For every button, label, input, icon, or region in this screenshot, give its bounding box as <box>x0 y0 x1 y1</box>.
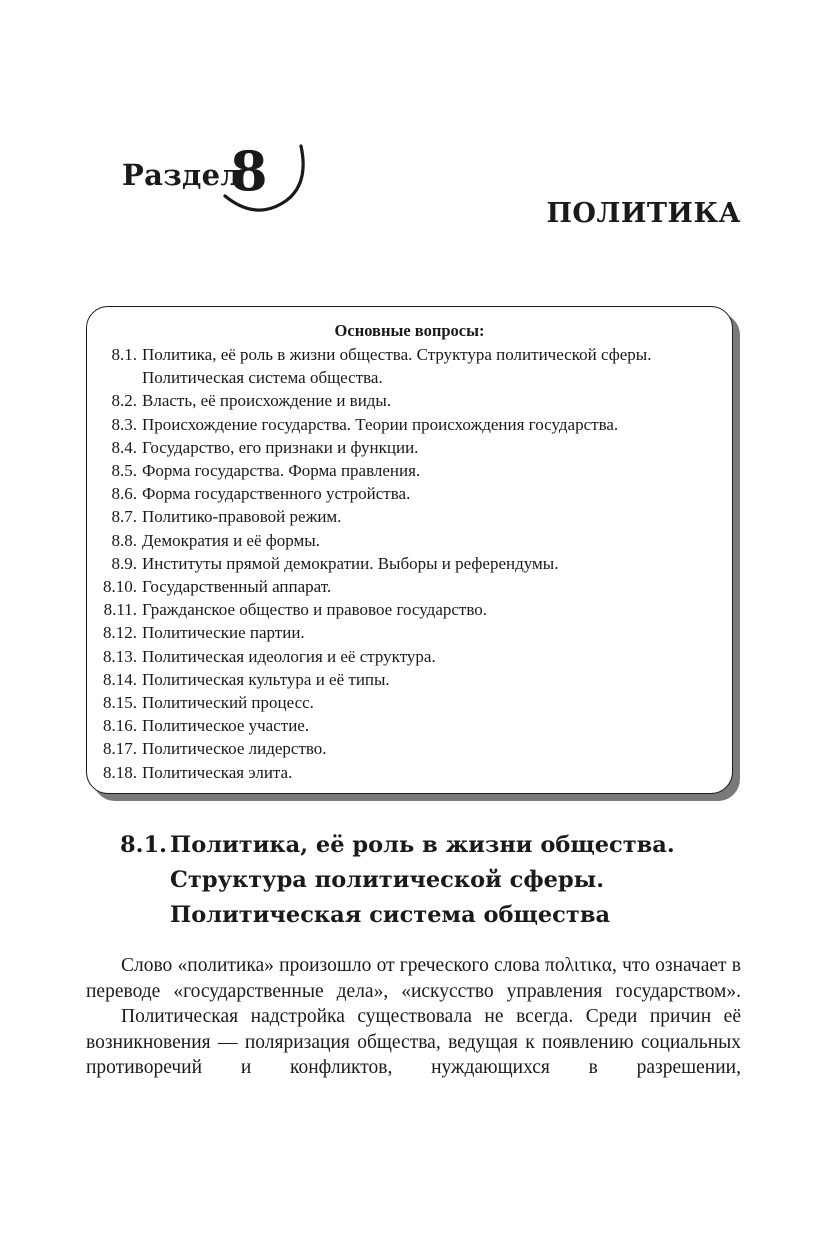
toc-item-number: 8.9. <box>111 553 137 573</box>
toc-item <box>87 529 732 552</box>
toc-item-number: 8.14. <box>103 669 137 689</box>
toc-item-number: 8.4. <box>111 437 137 457</box>
toc-item-text: Политическая элита. <box>142 762 293 782</box>
toc-item-text: Политическое участие. <box>142 716 310 736</box>
toc-item-number: 8.18. <box>103 762 137 782</box>
toc-box <box>86 306 733 794</box>
toc-item-text: Демократия и её формы. <box>142 530 320 550</box>
toc-item-number: 8.3. <box>111 414 137 434</box>
toc-item <box>87 459 732 482</box>
toc-item <box>87 761 732 784</box>
paragraph: Слово «политика» произошло от греческого слова πολιτικα, что означает в переводе «государственные дела», «искусство управления государством». <box>86 955 741 1002</box>
toc-item-text: Политические партии. <box>142 623 305 643</box>
toc-item-text: Политическая система общества. <box>142 368 383 388</box>
toc-list <box>87 343 732 784</box>
toc-item-text: Государственный аппарат. <box>142 577 332 597</box>
toc-item-text: Власть, её происхождение и виды. <box>142 391 392 411</box>
toc-item <box>87 505 732 528</box>
toc-item-number: 8.1. <box>111 345 137 364</box>
toc-item-number: 8.2. <box>111 391 137 411</box>
toc-item <box>87 389 732 412</box>
toc-item-text: Гражданское общество и правовое государство. <box>142 600 487 620</box>
subsection-title-text: Структура политической сферы. <box>170 867 605 893</box>
toc-item-number: 8.10. <box>103 577 137 597</box>
toc-item-text: Политика, её роль в жизни общества. Структура политической сферы. <box>142 345 652 364</box>
toc-item-text: Государство, его признаки и функции. <box>142 437 419 457</box>
subsection-title-text: Политика, её роль в жизни общества. <box>170 832 675 858</box>
toc-item <box>87 343 732 366</box>
toc-item-text: Политико-правовой режим. <box>142 507 342 527</box>
toc-item-text: Происхождение государства. Теории происхождения государства. <box>142 414 619 434</box>
paragraph: Политическая надстройка существовала не всегда. Среди причин её возникновения — поляризация общества, ведущая к появлению социальных противоречий и конфликтов, нуждающихся в разрешении, <box>86 1006 741 1079</box>
toc-item <box>87 645 732 668</box>
subsection-title-line <box>120 828 675 863</box>
toc-item <box>87 737 732 760</box>
toc-item-number: 8.8. <box>111 530 137 550</box>
toc-item-text: Форма государства. Форма правления. <box>142 461 421 481</box>
toc-item-number: 8.13. <box>103 646 137 666</box>
subsection-title <box>120 828 675 933</box>
subsection-title-text: Политическая система общества <box>170 902 611 928</box>
toc-item <box>87 668 732 691</box>
toc-item-number: 8.12. <box>103 623 137 643</box>
chapter-title: ПОЛИТИКА <box>546 198 741 229</box>
toc-item-number: 8.7. <box>111 507 137 527</box>
toc-item <box>87 575 732 598</box>
toc-item-text: Политическая культура и её типы. <box>142 669 390 689</box>
toc-heading: Основные вопросы: <box>334 321 485 340</box>
section-word: Раздел <box>122 158 242 192</box>
toc-item <box>87 482 732 505</box>
toc-item-number: 8.15. <box>103 693 137 713</box>
toc-item <box>87 621 732 644</box>
toc-item-text: Форма государственного устройства. <box>142 484 411 504</box>
subsection-title-line <box>120 863 675 898</box>
toc-item-number: 8.6. <box>111 484 137 504</box>
toc-item-text: Институты прямой демократии. Выборы и референдумы. <box>142 553 559 573</box>
toc-item <box>87 436 732 459</box>
toc-item <box>87 598 732 621</box>
toc-item-text: Политическая идеология и её структура. <box>142 646 436 666</box>
section-heading <box>122 140 302 220</box>
toc-item-text: Политическое лидерство. <box>142 739 327 759</box>
toc-item <box>87 691 732 714</box>
subsection-title-line <box>120 898 675 933</box>
toc-item-text: Политический процесс. <box>142 693 314 713</box>
body-text <box>86 953 741 1081</box>
toc-item-number: 8.11. <box>103 600 137 620</box>
toc-item <box>87 714 732 737</box>
section-number: 8 <box>230 139 268 203</box>
toc-item-number: 8.5. <box>111 461 137 481</box>
toc-item <box>87 366 732 389</box>
toc-item-number: 8.16. <box>103 716 137 736</box>
toc-item-number: 8.17. <box>103 739 137 759</box>
toc-item <box>87 552 732 575</box>
toc-item <box>87 413 732 436</box>
subsection-number: 8.1. <box>120 832 167 858</box>
